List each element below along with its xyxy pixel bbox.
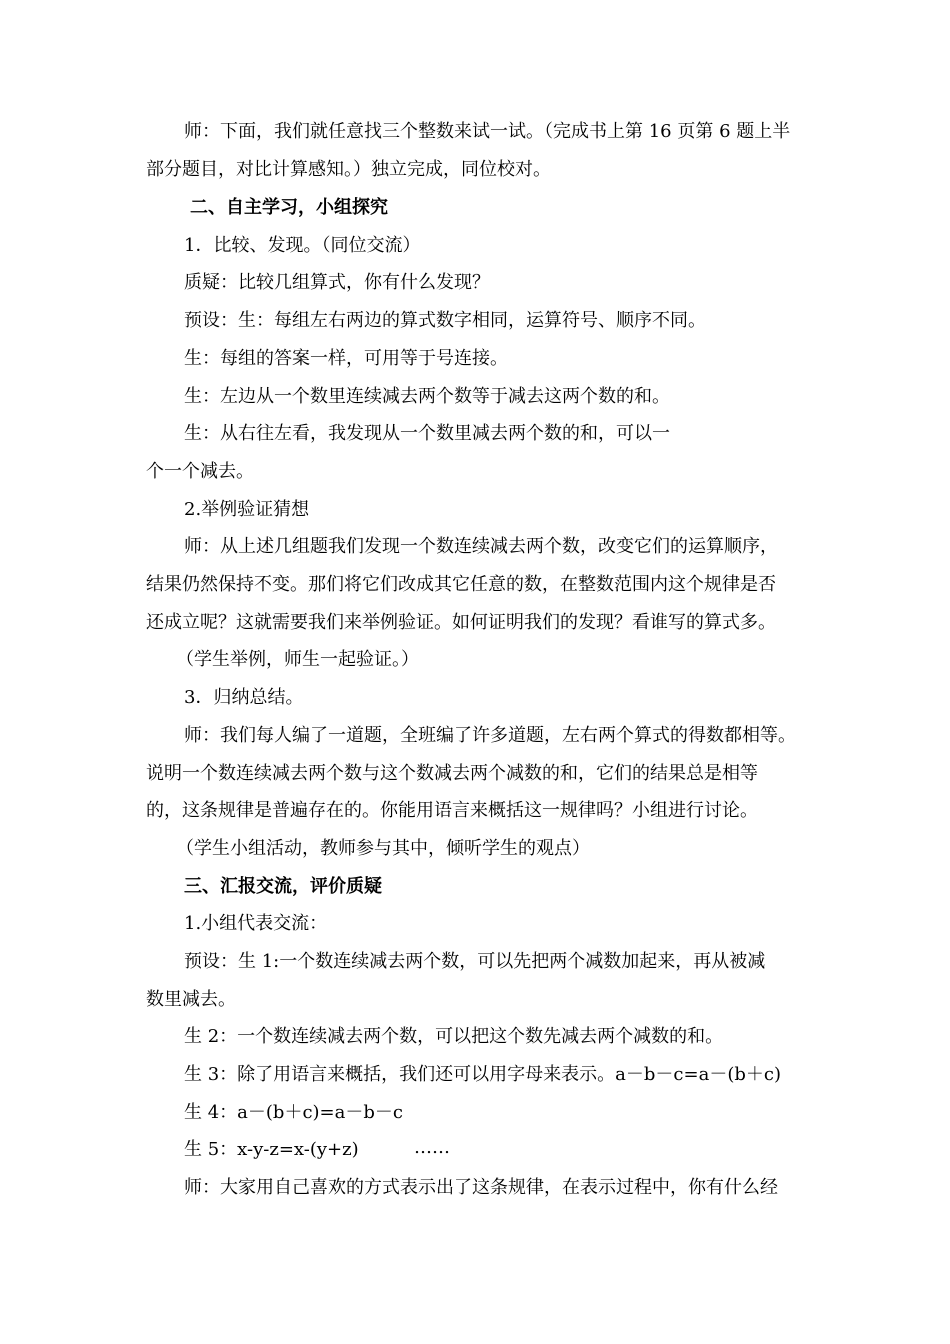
paragraph-line: 的，这条规律是普遍存在的。你能用语言来概括这一规律吗？小组进行讨论。 [146,800,758,821]
section-heading: 三、汇报交流，评价质疑 [184,876,382,897]
paragraph-line: 结果仍然保持不变。那们将它们改成其它任意的数，在整数范围内这个规律是否 [146,574,776,595]
paragraph-line: 生 4：a－(b＋c)=a－b－c [184,1102,403,1123]
section-heading: 二、自主学习，小组探究 [190,197,388,218]
paragraph-line: 师：从上述几组题我们发现一个数连续减去两个数，改变它们的运算顺序， [184,536,778,557]
paragraph-line: 预设：生 1:一个数连续减去两个数，可以先把两个减数加起来，再从被减 [184,951,766,972]
paragraph-line: 生：左边从一个数里连续减去两个数等于减去这两个数的和。 [184,386,670,407]
paragraph-line: （学生举例，师生一起验证。） [176,649,419,670]
paragraph-line: 个一个减去。 [146,461,254,482]
paragraph-line: 还成立呢？这就需要我们来举例验证。如何证明我们的发现？看谁写的算式多。 [146,612,776,633]
paragraph-line: （学生小组活动，教师参与其中，倾听学生的观点） [176,838,590,859]
subheading: 1.小组代表交流： [184,913,328,934]
paragraph-line: 师：大家用自己喜欢的方式表示出了这条规律，在表示过程中，你有什么经 [184,1177,778,1198]
paragraph-line: 质疑：比较几组算式，你有什么发现？ [184,272,490,293]
paragraph-line: 师：下面，我们就任意找三个整数来试一试。（完成书上第 16 页第 6 题上半 [184,121,791,142]
paragraph-line: 师：我们每人编了一道题，全班编了许多道题，左右两个算式的得数都相等。 [184,725,796,746]
paragraph-line: 部分题目，对比计算感知。）独立完成，同位校对。 [146,159,551,180]
subheading: 1．比较、发现。（同位交流） [184,235,421,256]
subheading: 3．归纳总结。 [184,687,304,708]
paragraph-line: 预设：生：每组左右两边的算式数字相同，运算符号、顺序不同。 [184,310,706,331]
ellipsis: …… [414,1137,450,1158]
paragraph-line: 生：每组的答案一样，可用等于号连接。 [184,348,508,369]
paragraph-line: 生 5：x-y-z=x-(y+z) [184,1139,359,1160]
paragraph-line: 说明一个数连续减去两个数与这个数减去两个减数的和，它们的结果总是相等 [146,763,758,784]
paragraph-line: 数里减去。 [146,989,236,1010]
subheading: 2.举例验证猜想 [184,499,310,520]
paragraph-line: 生 3：除了用语言来概括，我们还可以用字母来表示。a－b－c=a－(b＋c) [184,1064,781,1085]
paragraph-line: 生：从右往左看，我发现从一个数里减去两个数的和，可以一 [184,423,670,444]
paragraph-line: 生 2：一个数连续减去两个数，可以把这个数先减去两个减数的和。 [184,1026,724,1047]
